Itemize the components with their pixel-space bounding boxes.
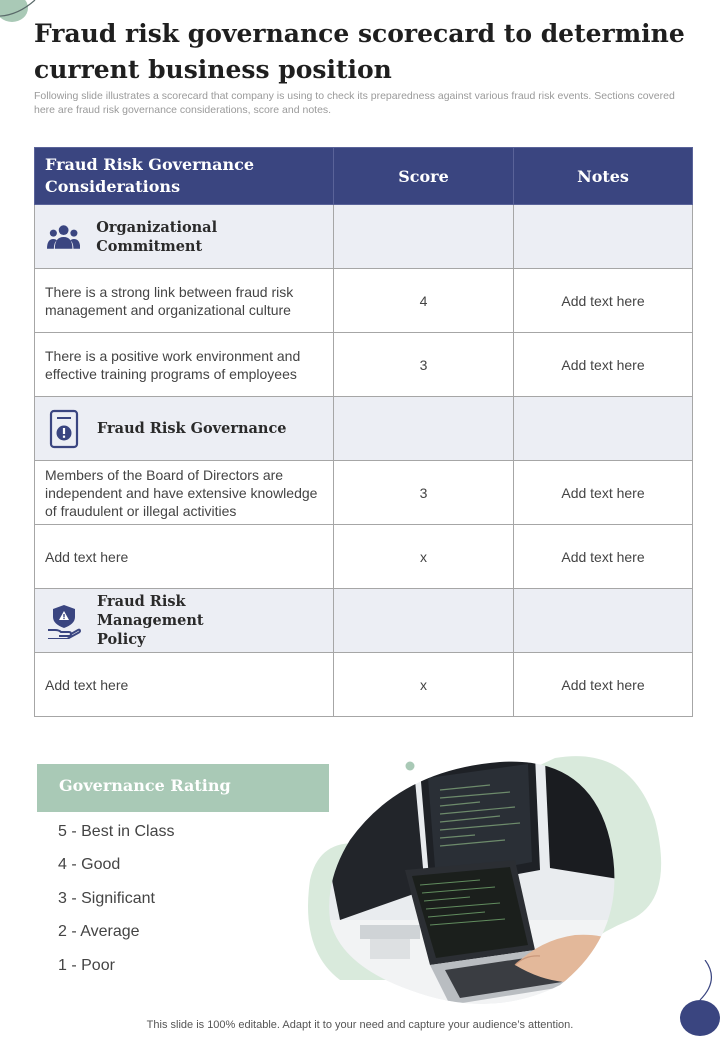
section-label: Fraud Risk Management Policy — [97, 593, 204, 648]
table-row — [35, 525, 693, 589]
governance-rating-header — [37, 764, 329, 812]
computer-workspace-image — [300, 750, 670, 1010]
score-cell: 4 — [334, 269, 514, 333]
section-label: Fraud Risk Governance — [97, 420, 287, 437]
score-cell: 3 — [334, 333, 514, 397]
table-row — [35, 653, 693, 717]
consideration-text: Add text here — [35, 653, 334, 717]
section-row-organizational-commitment — [35, 205, 693, 269]
consideration-text: There is a strong link between fraud risk management and organizational culture — [35, 269, 334, 333]
notes-cell: Add text here — [514, 269, 693, 333]
table-row — [35, 333, 693, 397]
score-cell: 3 — [334, 461, 514, 525]
header-score: Score — [334, 148, 514, 205]
score-cell: x — [334, 525, 514, 589]
notes-cell: Add text here — [514, 653, 693, 717]
notes-cell: Add text here — [514, 525, 693, 589]
scorecard-table — [34, 147, 693, 717]
rating-item: 3 - Significant — [58, 889, 155, 907]
notes-cell: Add text here — [514, 461, 693, 525]
hand-shield-warning-icon — [47, 603, 81, 639]
score-cell: x — [334, 653, 514, 717]
section-row-fraud-risk-management-policy — [35, 589, 693, 653]
consideration-text: Add text here — [35, 525, 334, 589]
rating-item: 1 - Poor — [58, 956, 115, 974]
page-subtitle: Following slide illustrates a scorecard that company is using to check its preparedness against various fraud risk events. Sections covered here are fraud risk governance considerations, score and notes. — [34, 90, 675, 116]
small-green-dot — [406, 762, 415, 771]
consideration-text: Members of the Board of Directors are independent and have extensive knowledge of fraudulent or illegal activities — [35, 461, 334, 525]
consideration-text: There is a positive work environment and effective training programs of employees — [35, 333, 334, 397]
governance-rating-title: Governance Rating — [59, 776, 231, 795]
header-considerations: Fraud Risk Governance Considerations — [35, 148, 334, 205]
table-row — [35, 269, 693, 333]
header-notes: Notes — [514, 148, 693, 205]
notes-cell: Add text here — [514, 333, 693, 397]
governance-rating-list — [58, 822, 174, 989]
page-title: Fraud risk governance scorecard to determine current business position — [34, 19, 685, 84]
section-label: Organizational Commitment — [96, 218, 218, 255]
footer-note: This slide is 100% editable. Adapt it to your need and capture your audience’s attention. — [146, 1019, 574, 1031]
table-header-row — [35, 148, 693, 205]
section-row-fraud-risk-governance — [35, 397, 693, 461]
table-row — [35, 461, 693, 525]
people-group-icon — [47, 223, 80, 251]
rating-item: 5 - Best in Class — [58, 823, 175, 840]
rating-item: 2 - Average — [58, 923, 140, 941]
rating-item: 4 - Good — [58, 856, 121, 874]
warning-document-icon — [47, 409, 81, 449]
